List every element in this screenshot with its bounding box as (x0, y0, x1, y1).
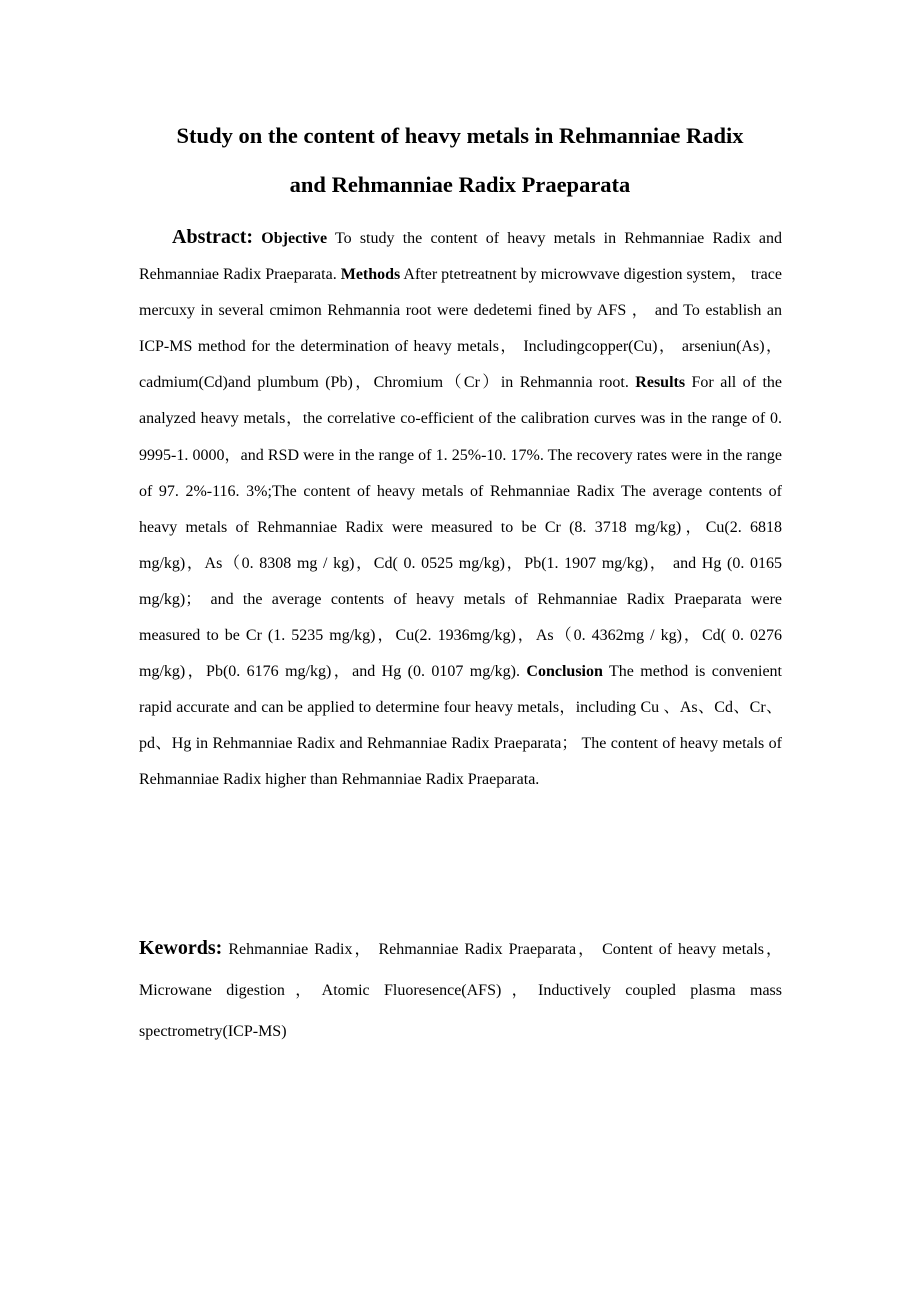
methods-text: After ptetreatnent by microwvave digestion system， trace mercuxy in several cmimon Rehmannia root were dedetemi fined by AFS ， and To establish an ICP-MS method for the determination of heavy metals， Includingcopper(Cu)， arseniun(As)， cadmium(Cd)and plumbum (Pb)，Chromium（Cr）in Rehmannia root. (139, 266, 782, 392)
results-label: Results (635, 374, 686, 392)
abstract-heading: Abstract: (172, 226, 254, 248)
abstract-paragraph (139, 219, 782, 799)
keywords-text: Rehmanniae Radix， Rehmanniae Radix Praeparata， Content of heavy metals，Microwane digestion，Atomic Fluoresence(AFS)，Inductively coupled plasma mass spectrometry(ICP-MS) (139, 941, 782, 1040)
results-text: For all of the analyzed heavy metals，the correlative co-efficient of the calibration curves was in the range of 0. 9995-1. 0000，and RSD were in the range of 1. 25%-10. 17%. The recovery rates were in the range of 97. 2%-116. 3%;The content of heavy metals of Rehmanniae Radix The average contents of heavy metals of Rehmanniae Radix were measured to be Cr (8. 3718 mg/kg)，Cu(2. 6818 mg/kg)，As（0. 8308 mg / kg)，Cd( 0. 0525 mg/kg)，Pb(1. 1907 mg/kg)， and Hg (0. 0165 mg/kg)； and the average contents of heavy metals of Rehmanniae Radix Praeparata were measured to be Cr (1. 5235 mg/kg)，Cu(2. 1936mg/kg)，As（0. 4362mg / kg)，Cd( 0. 0276 mg/kg)，Pb(0. 6176 mg/kg)，and Hg (0. 0107 mg/kg). (139, 374, 782, 681)
methods-label: Methods (340, 266, 401, 284)
keywords-paragraph (139, 928, 782, 1052)
keywords-heading: Kewords: (139, 937, 223, 959)
conclusion-text: The method is convenient rapid accurate and can be applied to determine four heavy metals，including Cu 、As、Cd、Cr、pd、Hg in Rehmanniae Radix and Rehmanniae Radix Praeparata； The content of heavy metals of Rehmanniae Radix higher than Rehmanniae Radix Praeparata. (139, 663, 782, 789)
objective-text: To study the content of heavy metals in Rehmanniae Radix and Rehmanniae Radix Praeparata. (139, 230, 782, 284)
paper-title-line-1: Study on the content of heavy metals in Rehmanniae Radix (176, 123, 744, 148)
conclusion-label: Conclusion (526, 663, 603, 681)
paper-title-line-2: and Rehmanniae Radix Praeparata (289, 172, 631, 197)
objective-label: Objective (261, 230, 328, 247)
